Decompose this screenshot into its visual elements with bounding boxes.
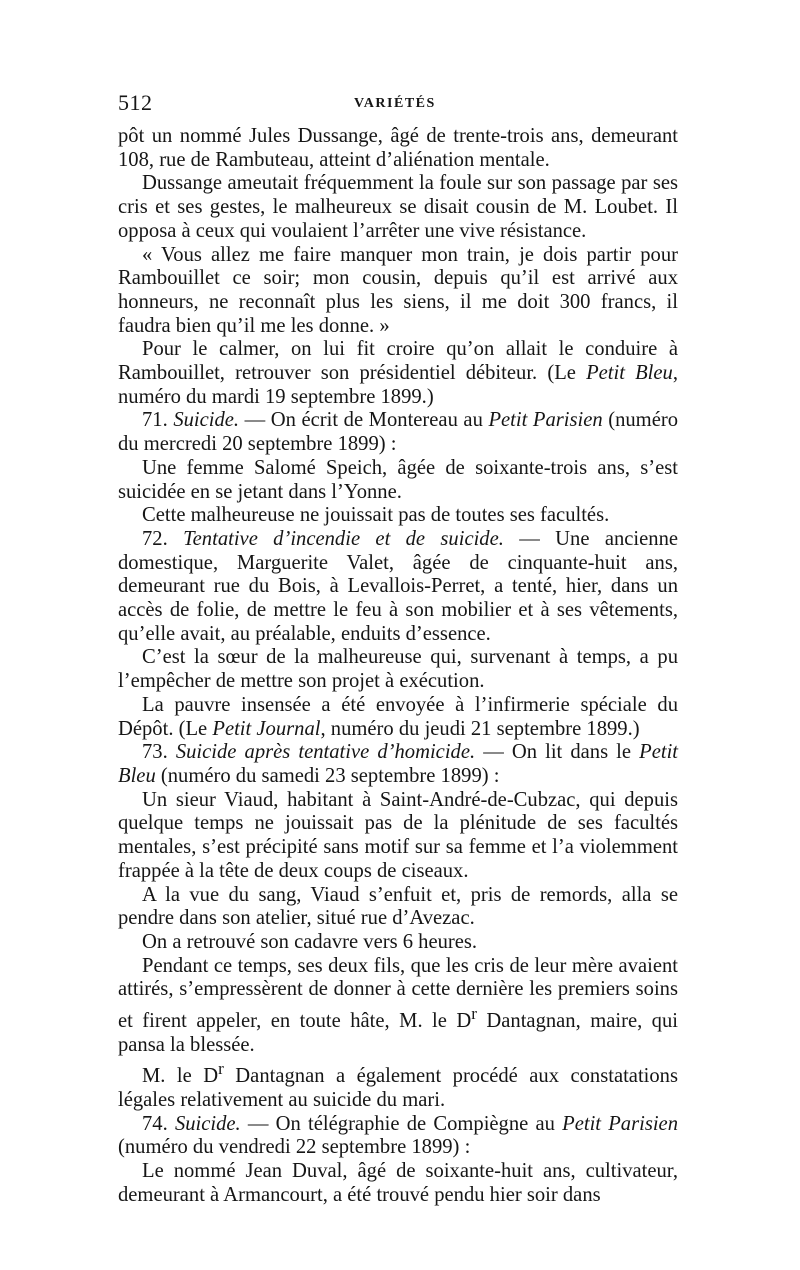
paragraph (118, 457, 678, 504)
paragraph (118, 694, 678, 741)
text-run: 74. (142, 1112, 175, 1135)
page-number: 512 (118, 90, 153, 115)
text-run: M. le D (142, 1065, 219, 1088)
text-run: C’est la sœur de la malheureuse qui, survenant à temps, a pu l’empêcher de mettre son projet à exécution. (118, 646, 678, 693)
paragraph (118, 244, 678, 339)
text-run: La pauvre insensée a été envoyée à l’infirmerie spéciale du Dépôt. (Le (118, 693, 678, 740)
paragraph (118, 1057, 678, 1112)
text-run: Dussange ameutait fréquemment la foule sur son passage par ses cris et ses gestes, le malheureux se disait cousin de M. Loubet. Il opposa à ceux qui voulaient l’arrêter une vive résistance. (118, 172, 678, 242)
text-run: , numéro du mardi 19 septembre 1899.) (118, 362, 678, 408)
italic-text: Tentative d’incendie et de suicide. (183, 527, 504, 550)
text-run: A la vue du sang, Viaud s’enfuit et, pris de remords, alla se pendre dans son atelier, situé rue d’Avezac. (118, 883, 678, 930)
text-run: Dantagnan a également procédé aux constatations légales relativement au suicide du mari. (118, 1065, 678, 1111)
text-run: (numéro du mercredi 20 septembre 1899) : (118, 409, 678, 456)
text-run: Une femme Salomé Speich, âgée de soixante-trois ans, s’est suicidée en se jetant dans l’Yonne. (118, 456, 678, 503)
superscript-text: r (218, 1059, 224, 1079)
italic-text: Suicide après tentative d’homicide. (175, 741, 476, 764)
paragraph (118, 884, 678, 931)
text-run: — On télégraphie de Compiègne au (240, 1112, 563, 1135)
paragraph (118, 409, 678, 456)
text-run: (numéro du samedi 23 septembre 1899) : (155, 764, 500, 787)
paragraph (118, 789, 678, 884)
paragraph (118, 955, 678, 1058)
paragraph (118, 125, 678, 172)
running-head: VARIÉTÉS (354, 96, 436, 111)
paragraph (118, 741, 678, 788)
italic-text: Petit Journal (212, 717, 321, 740)
text-run: Dantagnan, maire, qui pansa la blessée. (118, 1009, 678, 1056)
paragraph (118, 338, 678, 409)
paragraph (118, 1160, 678, 1207)
italic-text: Petit Parisien (562, 1112, 678, 1135)
text-run: — Une ancienne domestique, Marguerite Valet, âgée de cinquante-huit ans, demeurant rue du Bois, à Levallois-Perret, a tenté, hier, dans un accès de folie, de mettre le feu à son mobilier et à ses vêtements, qu’elle avait, au préalable, enduits d’essence. (118, 527, 679, 645)
page-header (118, 90, 678, 120)
paragraph (118, 1113, 678, 1160)
paragraph (118, 931, 678, 955)
italic-text: Suicide. (174, 1112, 241, 1135)
text-run: pôt un nommé Jules Dussange, âgé de trente-trois ans, demeurant 108, rue de Rambuteau, atteint d’aliénation mentale. (118, 125, 678, 171)
italic-text: Suicide. (173, 409, 240, 432)
paragraph (118, 528, 678, 647)
text-run: Pendant ce temps, ses deux fils, que les cris de leur mère avaient attirés, s’empressèrent de donner à cette dernière les premiers soins et firent appeler, en toute hâte, M. le D (118, 954, 678, 1032)
text-run: 72. (142, 527, 184, 550)
text-run: — On lit dans le (475, 741, 640, 764)
text-run: On a retrouvé son cadavre vers 6 heures. (142, 930, 478, 953)
text-run: (numéro du vendredi 22 septembre 1899) : (118, 1136, 471, 1159)
text-run: 71. (142, 409, 174, 432)
italic-text: Petit Bleu (118, 741, 679, 787)
text-run: « Vous allez me faire manquer mon train, je dois partir pour Rambouillet ce soir; mon cousin, depuis qu’il est arrivé aux honneurs, ne reconnaît plus les siens, il me doit 300 francs, il faudra bien qu’il me les donne. » (118, 243, 678, 337)
paragraph (118, 172, 678, 243)
text-run: , numéro du jeudi 21 septembre 1899.) (320, 717, 640, 740)
superscript-text: r (471, 1004, 477, 1024)
paragraph (118, 646, 678, 693)
italic-text: Petit Bleu (586, 362, 673, 385)
text-run: 73. (142, 741, 176, 764)
text-run: Un sieur Viaud, habitant à Saint-André-de-Cubzac, qui depuis quelque temps ne jouissait pas de la plénitude de ses facultés mentales, s’est précipité sans motif sur sa femme et l’a violemment frappée à la tête de deux coups de ciseaux. (118, 788, 678, 882)
text-run: Le nommé Jean Duval, âgé de soixante-huit ans, cultivateur, demeurant à Armancourt, a été trouvé pendu hier soir dans (118, 1159, 678, 1206)
paragraph (118, 504, 678, 528)
text-run: Pour le calmer, on lui fit croire qu’on allait le conduire à Rambouillet, retrouver son présidentiel débiteur. (Le (118, 338, 678, 385)
text-run: Cette malheureuse ne jouissait pas de toutes ses facultés. (142, 504, 610, 527)
italic-text: Petit Parisien (488, 409, 603, 432)
text-run: — On écrit de Montereau au (239, 409, 489, 432)
body-text (118, 125, 678, 1207)
